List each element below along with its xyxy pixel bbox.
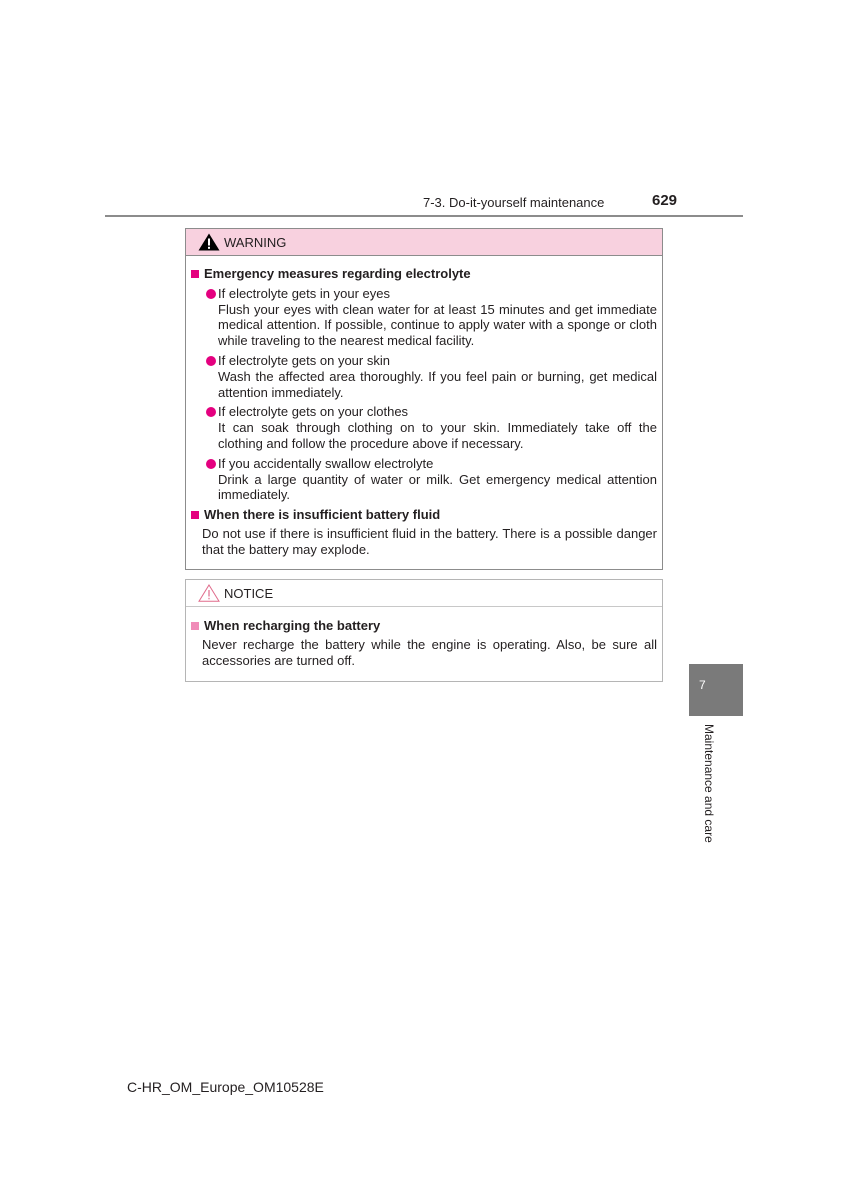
warning-section-title: When there is insufficient battery fluid bbox=[190, 507, 657, 523]
chapter-number: 7 bbox=[699, 678, 706, 692]
warning-label: WARNING bbox=[224, 234, 287, 250]
warning-item bbox=[190, 353, 657, 400]
warning-item bbox=[190, 404, 657, 451]
warning-item-title: If electrolyte gets on your clothes bbox=[218, 404, 409, 420]
square-bullet-icon bbox=[191, 511, 199, 519]
warning-item-text: Flush your eyes with clean water for at least 15 minutes and get immediate medical attention. If possible, continue to apply water with a sponge or cloth while traveling to the nearest medical facility. bbox=[218, 301, 657, 349]
warning-item-title: If you accidentally swallow electrolyte bbox=[218, 455, 434, 471]
circle-bullet-icon bbox=[206, 459, 216, 469]
warning-item-title: If electrolyte gets on your skin bbox=[218, 352, 390, 368]
warning-item-text: Drink a large quantity of water or milk. Get emergency medical attention immediately. bbox=[218, 471, 657, 503]
chapter-tab bbox=[689, 664, 743, 716]
notice-triangle-icon bbox=[198, 584, 220, 602]
circle-bullet-icon bbox=[206, 356, 216, 366]
warning-section-title: Emergency measures regarding electrolyte bbox=[190, 266, 657, 282]
warning-section-text: Do not use if there is insufficient fluid in the battery. There is a possible danger that the battery may explode. bbox=[202, 525, 657, 557]
warning-box bbox=[185, 228, 663, 570]
warning-item bbox=[190, 286, 657, 349]
warning-item-text: It can soak through clothing on to your skin. Immediately take off the clothing and follow the procedure above if necessary. bbox=[218, 420, 657, 451]
section-title: 7-3. Do-it-yourself maintenance bbox=[423, 195, 605, 210]
notice-header bbox=[186, 580, 662, 607]
warning-header bbox=[186, 229, 662, 256]
warning-item bbox=[190, 456, 657, 503]
warning-body bbox=[186, 256, 662, 558]
notice-label: NOTICE bbox=[224, 585, 274, 601]
circle-bullet-icon bbox=[206, 407, 216, 417]
notice-text: Never recharge the battery while the engine is operating. Also, be sure all accessories are turned off. bbox=[202, 636, 657, 668]
chapter-label: Maintenance and care bbox=[702, 724, 716, 843]
notice-box bbox=[185, 579, 663, 682]
warning-item-text: Wash the affected area thoroughly. If you feel pain or burning, get medical attention immediately. bbox=[218, 368, 657, 400]
header-divider bbox=[105, 215, 743, 217]
warning-item-title: If electrolyte gets in your eyes bbox=[218, 285, 390, 301]
circle-bullet-icon bbox=[206, 289, 216, 299]
document-code: C-HR_OM_Europe_OM10528E bbox=[127, 1079, 324, 1095]
square-bullet-icon bbox=[191, 270, 199, 278]
notice-title: When recharging the battery bbox=[190, 618, 657, 634]
page-number: 629 bbox=[652, 192, 678, 209]
square-bullet-icon bbox=[191, 622, 199, 630]
warning-triangle-icon bbox=[198, 233, 220, 251]
notice-body bbox=[186, 607, 662, 668]
